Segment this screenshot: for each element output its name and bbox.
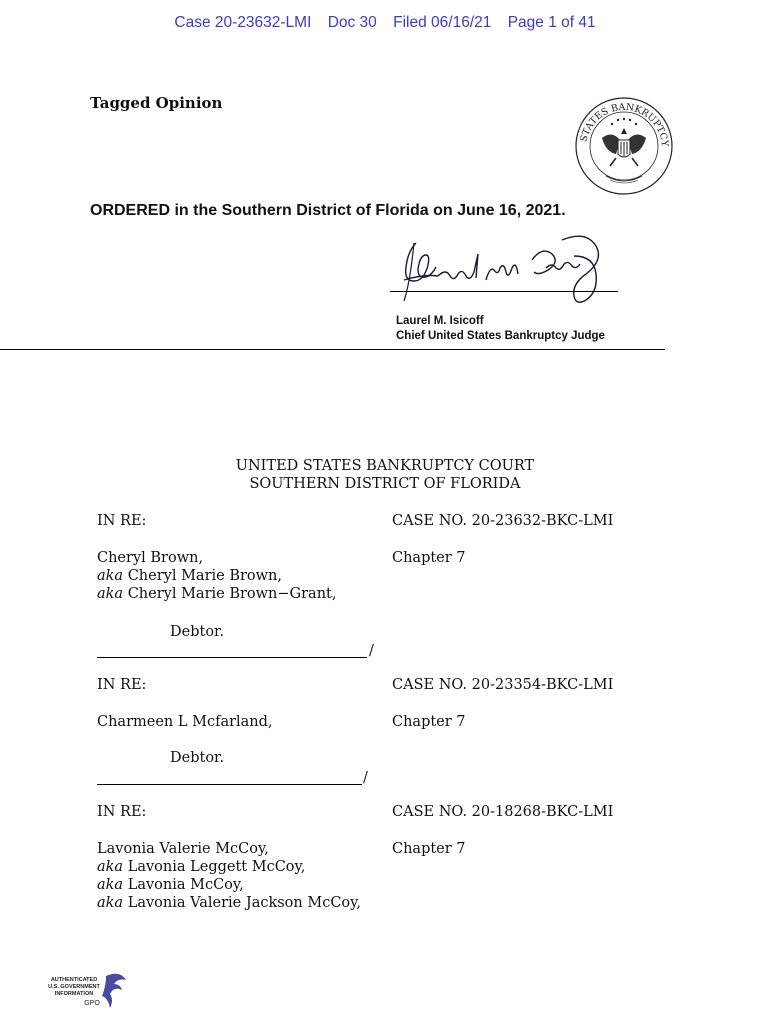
filed-date-header: Filed 06/16/21 — [393, 14, 492, 31]
debtor-name: Lavonia Valerie McCoy, — [97, 841, 269, 857]
court-name: UNITED STATES BANKRUPTCY COURT — [235, 458, 535, 474]
aka-label: aka — [97, 586, 124, 602]
horizontal-rule — [0, 349, 665, 350]
debtor-name: Cheryl Brown, — [97, 550, 204, 566]
chapter-label: Chapter 7 — [392, 550, 466, 566]
svg-text:UNITED STATES BANKRUPTCY COURT: STATES BANKRUPTCY — [578, 101, 671, 148]
judge-title: Chief United States Bankruptcy Judge — [396, 330, 605, 342]
case-number: CASE NO. 20-23354-BKC-LMI — [392, 677, 614, 693]
chapter-label: Chapter 7 — [392, 714, 466, 730]
court-district: SOUTHERN DISTRICT OF FLORIDA — [249, 476, 521, 492]
judge-signature — [386, 228, 626, 312]
bankruptcy-court-seal-icon — [572, 86, 676, 196]
svg-text:GPO: GPO — [84, 1000, 100, 1007]
aka-label: aka — [97, 877, 124, 893]
blank-line — [97, 657, 367, 658]
alias-line — [97, 894, 361, 913]
in-re-label: IN RE: — [97, 513, 147, 529]
case-number: CASE NO. 20-23632-BKC-LMI — [392, 513, 614, 529]
court-seal — [572, 86, 676, 200]
alias-name: Cheryl Marie Brown, — [127, 568, 282, 584]
chapter-label: Chapter 7 — [392, 841, 466, 857]
gpo-eagle-logo-icon — [44, 970, 134, 1016]
in-re-label: IN RE: — [97, 804, 147, 820]
aka-label: aka — [97, 859, 124, 875]
alias-line — [97, 858, 305, 877]
debtor-name: Charmeen L Mcfarland, — [97, 714, 273, 730]
in-re-label: IN RE: — [97, 677, 147, 693]
slash-mark: / — [363, 770, 368, 786]
alias-name: Lavonia Leggett McCoy, — [127, 859, 306, 875]
handwritten-signature-icon — [386, 228, 626, 308]
svg-text:U.S. GOVERNMENT: U.S. GOVERNMENT — [48, 984, 100, 990]
alias-line — [97, 567, 282, 586]
alias-name: Cheryl Marie Brown−Grant, — [127, 586, 337, 602]
blank-line — [97, 784, 362, 785]
case-number-header: Case 20-23632-LMI — [174, 14, 312, 31]
judge-name: Laurel M. Isicoff — [396, 315, 484, 327]
aka-label: aka — [97, 895, 124, 911]
case-number: CASE NO. 20-18268-BKC-LMI — [392, 804, 614, 820]
svg-text:INFORMATION: INFORMATION — [54, 991, 94, 997]
filing-header — [0, 14, 770, 32]
alias-line — [97, 585, 336, 604]
doc-number-header: Doc 30 — [327, 14, 377, 31]
alias-name: Lavonia Valerie Jackson McCoy, — [127, 895, 362, 911]
debtor-label: Debtor. — [170, 624, 224, 640]
signature-line — [390, 291, 618, 292]
gpo-authentication-logo — [44, 970, 134, 1020]
aka-label: aka — [97, 568, 124, 584]
svg-text:AUTHENTICATED: AUTHENTICATED — [50, 977, 98, 983]
alias-line — [97, 876, 244, 895]
slash-mark: / — [369, 643, 374, 659]
page-number-header: Page 1 of 41 — [507, 14, 596, 31]
tagged-opinion-label: Tagged Opinion — [90, 94, 223, 112]
debtor-label: Debtor. — [170, 750, 224, 766]
alias-name: Lavonia McCoy, — [127, 877, 244, 893]
ordered-statement: ORDERED in the Southern District of Florida on June 16, 2021. — [90, 202, 566, 219]
